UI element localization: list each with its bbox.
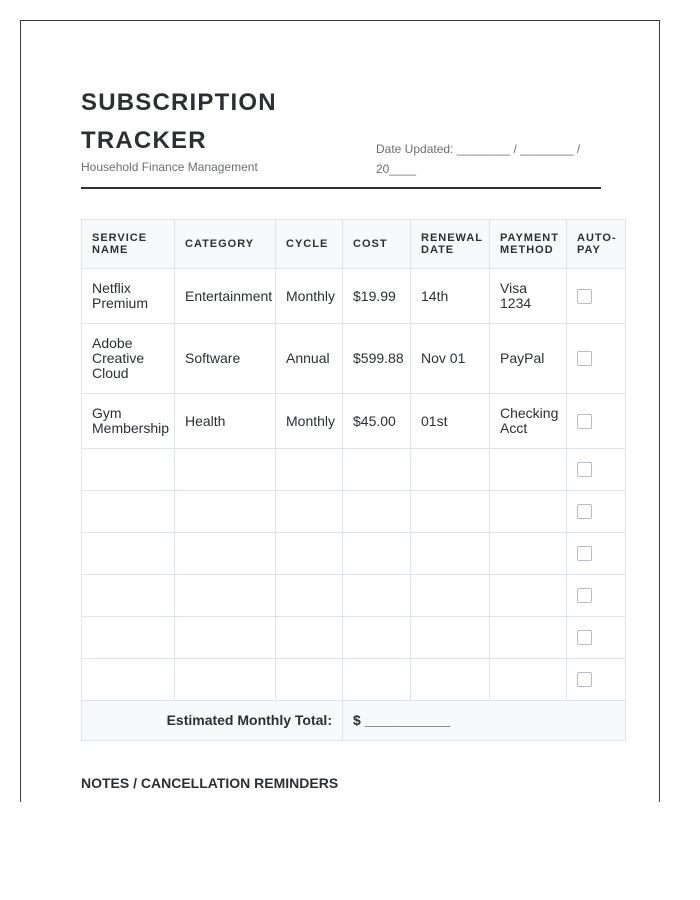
empty-cell[interactable] [343,575,411,617]
empty-table-row [82,575,626,617]
table-header-row [82,220,626,269]
empty-cell[interactable] [276,449,343,491]
autopay-checkbox[interactable] [577,414,592,429]
column-header-renewal: RENEWAL DATE [411,220,490,269]
empty-table-row [82,533,626,575]
payment-cell[interactable]: PayPal [490,324,567,394]
cost-cell[interactable]: $599.88 [343,324,411,394]
date-updated-field[interactable]: Date Updated: ________ / ________ / 20____ [376,142,581,176]
category-cell[interactable]: Entertainment [175,269,276,324]
empty-cell[interactable] [276,659,343,701]
notes-heading: NOTES / CANCELLATION REMINDERS [81,775,339,791]
empty-cell[interactable] [490,659,567,701]
empty-cell[interactable] [490,617,567,659]
empty-cell[interactable] [490,491,567,533]
category-cell[interactable]: Software [175,324,276,394]
autopay-cell [567,394,626,449]
empty-cell[interactable] [175,617,276,659]
column-header-cycle: CYCLE [276,220,343,269]
service-cell[interactable]: Gym Membership [82,394,175,449]
autopay-cell [567,491,626,533]
column-header-payment: PAYMENT METHOD [490,220,567,269]
renewal-cell[interactable]: 01st [411,394,490,449]
autopay-cell [567,533,626,575]
empty-cell[interactable] [411,617,490,659]
autopay-checkbox[interactable] [577,504,592,519]
autopay-cell [567,269,626,324]
empty-cell[interactable] [175,491,276,533]
empty-cell[interactable] [175,533,276,575]
empty-cell[interactable] [82,533,175,575]
empty-table-row [82,491,626,533]
empty-cell[interactable] [276,575,343,617]
cycle-cell[interactable]: Monthly [276,269,343,324]
empty-cell[interactable] [343,533,411,575]
empty-cell[interactable] [82,659,175,701]
page-title: SUBSCRIPTION TRACKER [81,89,277,154]
autopay-cell [567,449,626,491]
empty-cell[interactable] [411,533,490,575]
empty-cell[interactable] [276,617,343,659]
autopay-checkbox[interactable] [577,588,592,603]
cycle-cell[interactable]: Monthly [276,394,343,449]
empty-table-row [82,617,626,659]
cost-cell[interactable]: $19.99 [343,269,411,324]
renewal-cell[interactable]: 14th [411,269,490,324]
autopay-checkbox[interactable] [577,351,592,366]
empty-cell[interactable] [82,491,175,533]
autopay-checkbox[interactable] [577,672,592,687]
empty-cell[interactable] [276,533,343,575]
empty-cell[interactable] [82,449,175,491]
empty-cell[interactable] [175,449,276,491]
category-cell[interactable]: Health [175,394,276,449]
payment-cell[interactable]: Checking Acct [490,394,567,449]
empty-cell[interactable] [490,449,567,491]
column-header-cost: COST [343,220,411,269]
payment-cell[interactable]: Visa 1234 [490,269,567,324]
autopay-cell [567,575,626,617]
column-header-service: SERVICE NAME [82,220,175,269]
empty-cell[interactable] [411,449,490,491]
column-header-category: CATEGORY [175,220,276,269]
empty-cell[interactable] [343,449,411,491]
table-row [82,269,626,324]
autopay-cell [567,324,626,394]
empty-cell[interactable] [411,575,490,617]
empty-cell[interactable] [343,659,411,701]
empty-cell[interactable] [82,575,175,617]
document-page [20,20,660,802]
empty-cell[interactable] [276,491,343,533]
column-header-autopay: AUTO-PAY [567,220,626,269]
cycle-cell[interactable]: Annual [276,324,343,394]
empty-cell[interactable] [411,659,490,701]
service-cell[interactable]: Adobe Creative Cloud [82,324,175,394]
autopay-checkbox[interactable] [577,546,592,561]
table-row [82,324,626,394]
empty-table-row [82,659,626,701]
empty-cell[interactable] [175,659,276,701]
autopay-checkbox[interactable] [577,630,592,645]
autopay-checkbox[interactable] [577,462,592,477]
empty-cell[interactable] [343,491,411,533]
empty-cell[interactable] [490,533,567,575]
total-row [82,701,626,741]
cost-cell[interactable]: $45.00 [343,394,411,449]
empty-table-row [82,449,626,491]
total-value-field[interactable]: $ ___________ [343,701,626,741]
subscription-table [81,219,626,741]
empty-cell[interactable] [343,617,411,659]
empty-cell[interactable] [490,575,567,617]
autopay-checkbox[interactable] [577,289,592,304]
renewal-cell[interactable]: Nov 01 [411,324,490,394]
empty-cell[interactable] [175,575,276,617]
table-row [82,394,626,449]
service-cell[interactable]: Netflix Premium [82,269,175,324]
empty-cell[interactable] [82,617,175,659]
autopay-cell [567,617,626,659]
autopay-cell [567,659,626,701]
page-subtitle: Household Finance Management [81,160,258,174]
empty-cell[interactable] [411,491,490,533]
total-label: Estimated Monthly Total: [82,701,343,741]
document-header [81,81,601,189]
